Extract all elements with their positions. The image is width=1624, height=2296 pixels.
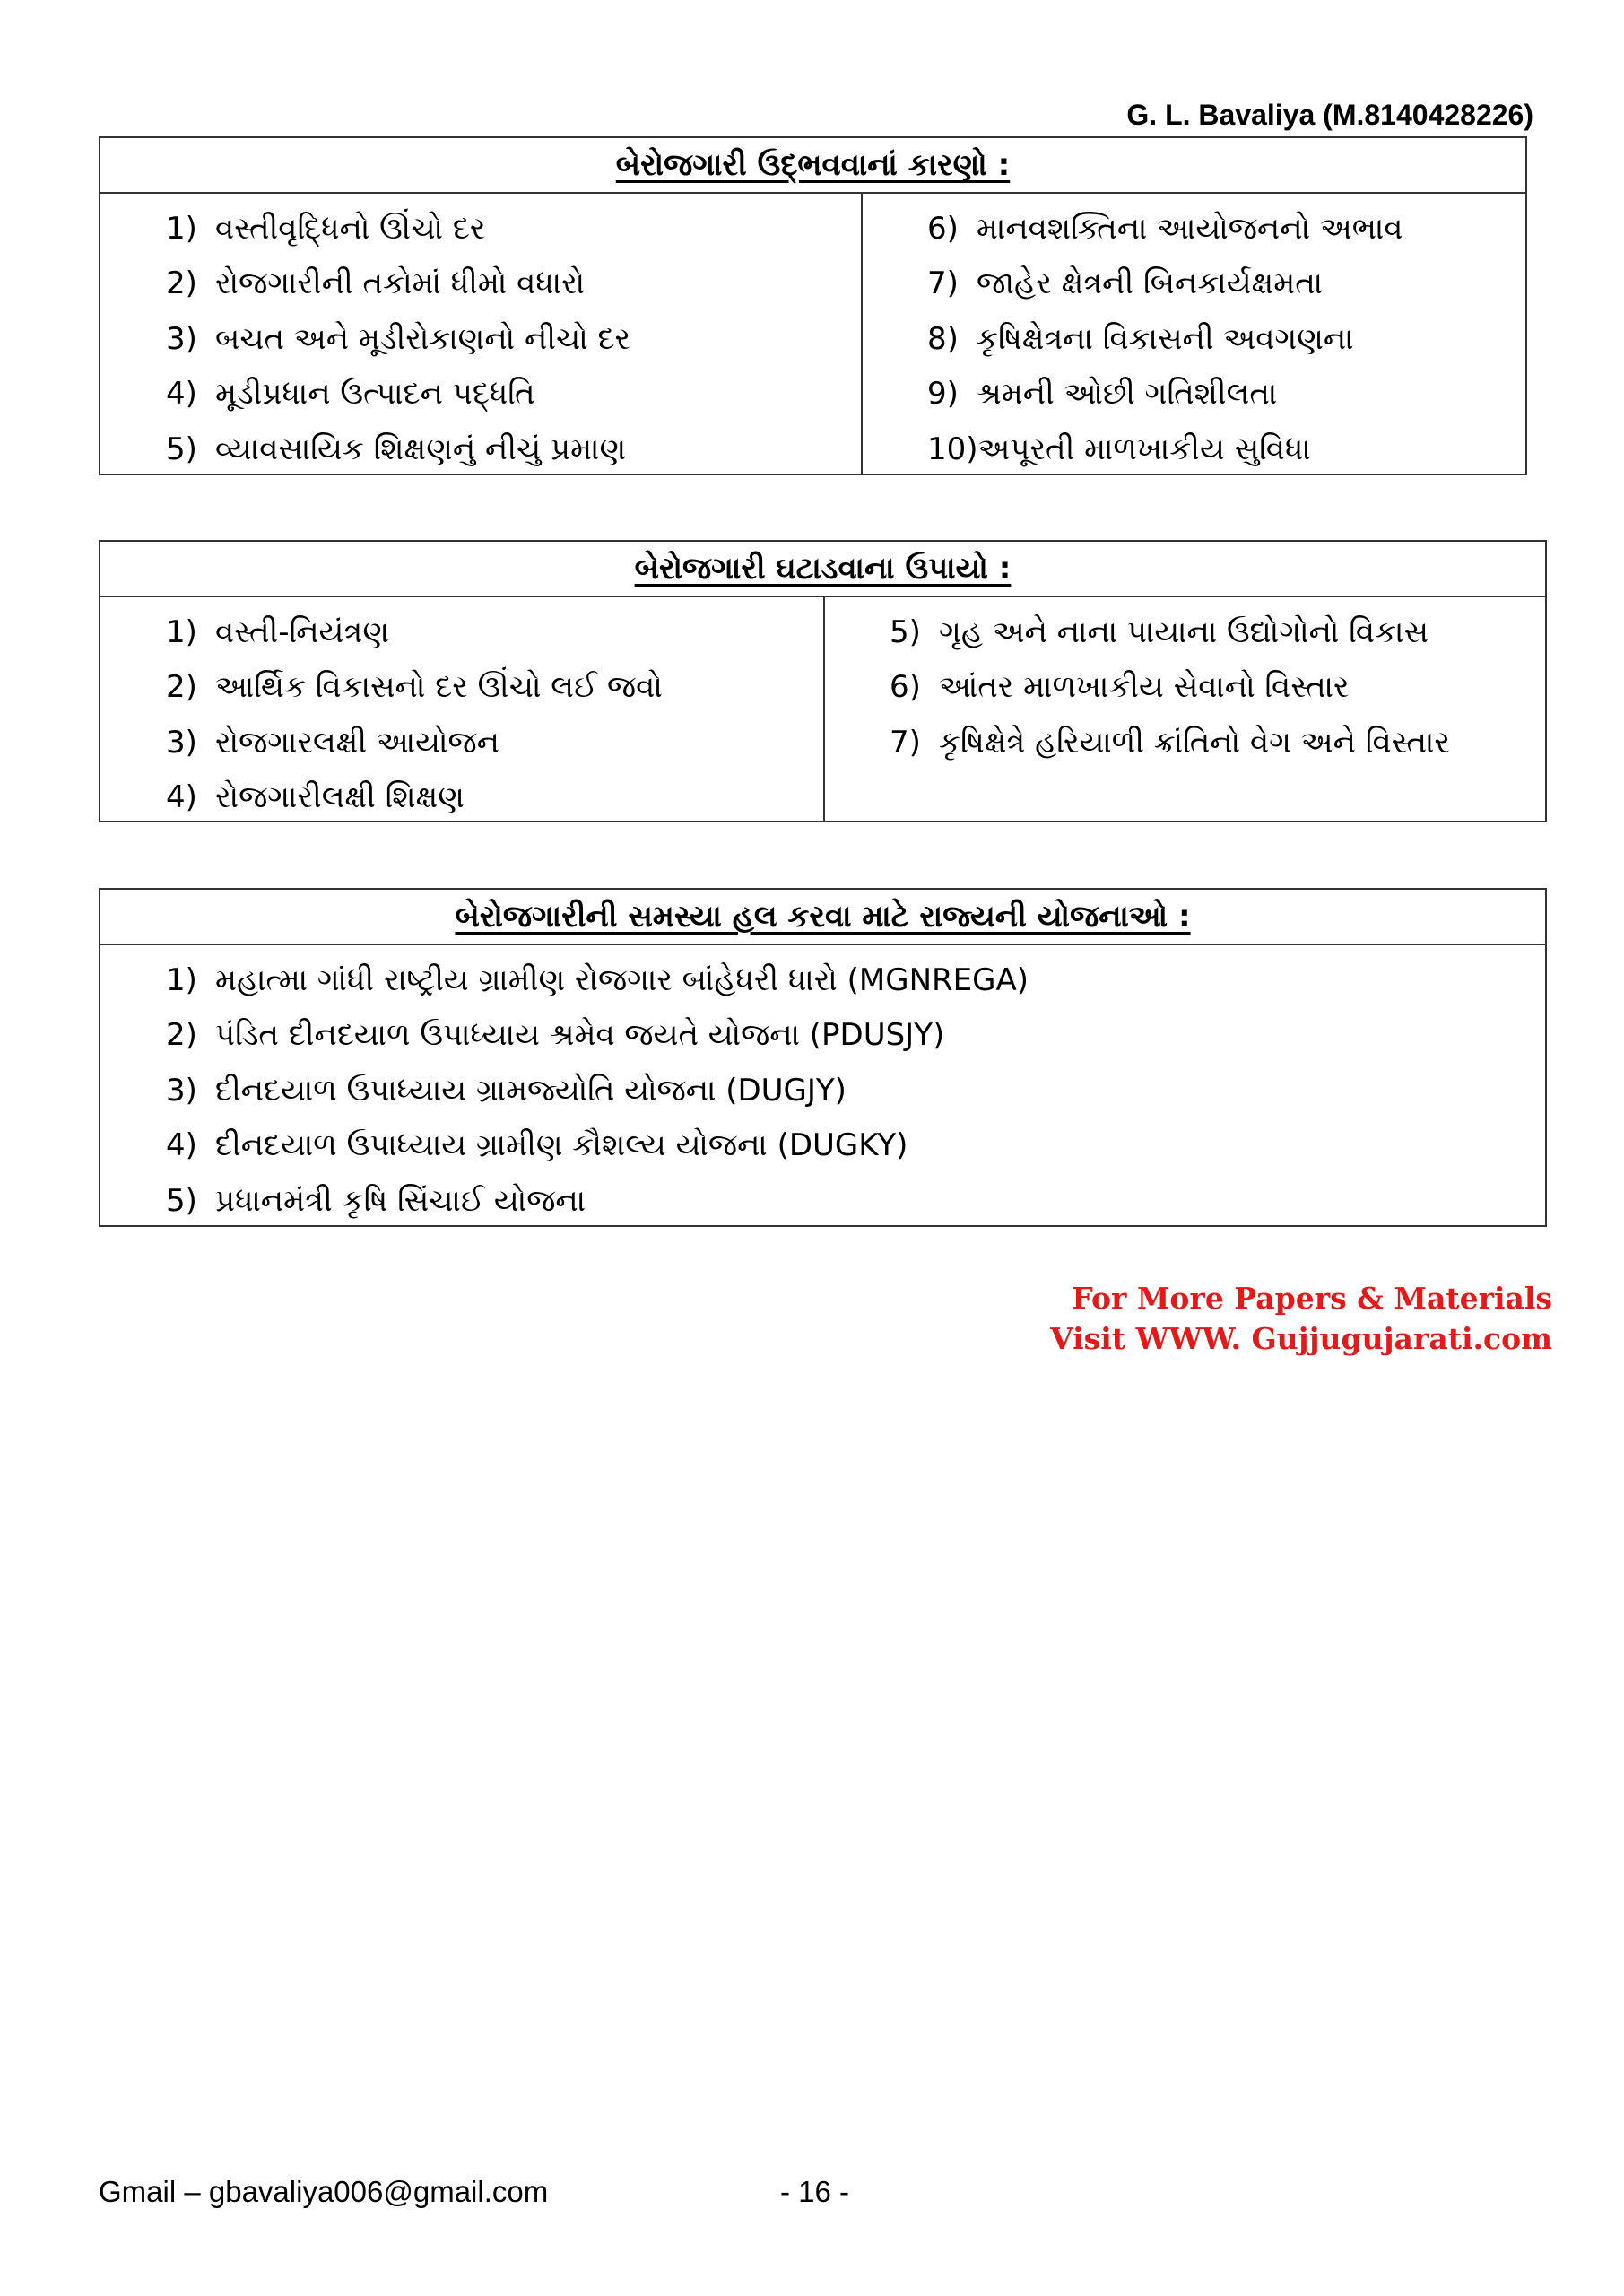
- causes-left-column: [100, 194, 863, 475]
- list-item: 5) ગૃહ અને નાના પાયાના ઉદ્યોગોનો વિકાસ: [890, 613, 1429, 650]
- remedies-title: બેરોજગારી ઘટાડવાના ઉપાયો :: [634, 551, 1012, 587]
- author-header: G. L. Bavaliya (M.8140428226): [1126, 99, 1533, 131]
- causes-columns: [100, 194, 1525, 475]
- promo-line-1: For More Papers & Materials: [1072, 1281, 1552, 1316]
- promo-link[interactable]: Visit WWW. Gujjugujarati.com: [1050, 1321, 1552, 1356]
- list-item: 5) વ્યાવસાયિક શિક્ષણનું નીચું પ્રમાણ: [166, 430, 627, 467]
- schemes-title-bar: [100, 890, 1545, 945]
- remedies-title-bar: [100, 542, 1545, 597]
- list-item: 4) મૂડીપ્રધાન ઉત્પાદન પદ્ધતિ: [166, 376, 535, 413]
- list-item: 6) માનવશક્તિના આયોજનનો અભાવ: [927, 210, 1403, 247]
- list-item: 2) રોજગારીની તકોમાં ધીમો વધારો: [166, 265, 586, 302]
- remedies-right-column: [825, 597, 1545, 822]
- list-item: 7) જાહેર ક્ષેત્રની બિનકાર્યક્ષમતા: [927, 265, 1324, 302]
- list-item: 9) શ્રમની ઓછી ગતિશીલતા: [927, 376, 1278, 413]
- list-item: 3) બચત અને મૂડીરોકાણનો નીચો દર: [166, 320, 631, 357]
- causes-title: બેરોજગારી ઉદ્ભવવાનાં કારણો :: [615, 147, 1011, 183]
- remedies-left-column: [100, 597, 825, 822]
- list-item: 7) કૃષિક્ષેત્રે હરિયાળી ક્રાંતિનો વેગ અને વિસ્તાર: [890, 724, 1450, 761]
- list-item: 4) દીનદયાળ ઉપાધ્યાય ગ્રામીણ કૌશલ્ય યોજના (DUGKY): [166, 1127, 908, 1164]
- list-item: 5) પ્રધાનમંત્રી કૃષિ સિંચાઈ યોજના: [166, 1182, 586, 1219]
- schemes-title: બેરોજગારીની સમસ્યા હલ કરવા માટે રાજ્યની યોજનાઓ :: [455, 899, 1191, 935]
- schemes-box: [99, 888, 1547, 1227]
- list-item: 3) દીનદયાળ ઉપાધ્યાય ગ્રામજ્યોતિ યોજના (DUGJY): [166, 1072, 847, 1109]
- list-item: 6) આંતર માળખાકીય સેવાનો વિસ્તાર: [890, 669, 1350, 706]
- remedies-box: [99, 540, 1547, 822]
- causes-right-column: [863, 194, 1525, 475]
- schemes-column: [100, 945, 1545, 1229]
- list-item: 1) વસ્તીવૃદ્ધિનો ઊંચો દર: [166, 210, 486, 247]
- promo-text: [1050, 1278, 1552, 1359]
- list-item: 1) મહાત્મા ગાંધી રાષ્ટ્રીય ગ્રામીણ રોજગાર બાંહેધરી ધારો (MGNREGA): [166, 961, 1029, 998]
- list-item: 8) કૃષિક્ષેત્રના વિકાસની અવગણના: [927, 320, 1354, 357]
- page-number: - 16 -: [780, 2175, 850, 2208]
- causes-title-bar: [100, 138, 1525, 194]
- list-item: 4) રોજગારીલક્ષી શિક્ષણ: [166, 779, 465, 816]
- remedies-columns: [100, 597, 1545, 822]
- causes-box: [99, 136, 1527, 475]
- list-item: 10) અપૂરતી માળખાકીય સુવિધા: [927, 430, 1311, 467]
- list-item: 2) આર્થિક વિકાસનો દર ઊંચો લઈ જવો: [166, 669, 663, 706]
- footer-email: Gmail – gbavaliya006@gmail.com: [99, 2175, 549, 2208]
- list-item: 3) રોજગારલક્ષી આયોજન: [166, 724, 499, 761]
- list-item: 1) વસ્તી-નિયંત્રણ: [166, 613, 389, 650]
- list-item: 2) પંડિત દીનદયાળ ઉપાધ્યાય શ્રમેવ જયતે યોજના (PDUSJY): [166, 1017, 945, 1054]
